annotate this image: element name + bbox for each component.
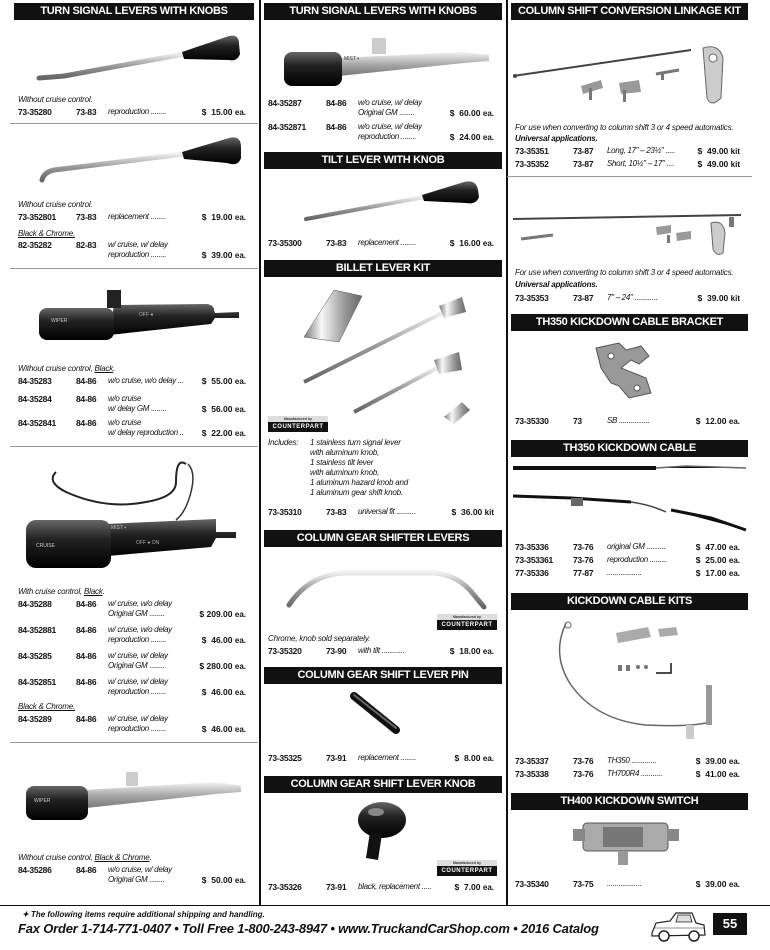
table-row: 73-35337 73-76 TH350 ............. $ 39.00 ea. xyxy=(515,756,740,766)
kickdown-switch-icon xyxy=(573,815,683,870)
note: Universal applications. xyxy=(515,134,598,143)
multifunction-switch-icon xyxy=(26,452,246,580)
note: Black & Chrome. xyxy=(18,702,76,711)
multifunction-switch-icon xyxy=(284,30,494,92)
table-row: 73-35320 73-90 with tilt ............ $ 18.00 ea. xyxy=(268,646,494,656)
note: Without cruise control. xyxy=(18,95,93,104)
shifter-lever-icon xyxy=(284,555,494,620)
svg-text:CRUISE: CRUISE xyxy=(36,543,55,549)
section-header: KICKDOWN CABLE KITS xyxy=(511,593,748,610)
svg-text:WIPER: WIPER xyxy=(51,318,68,324)
table-row: 84-35287 84-86 w/o cruise, w/ delay Original GM ........ $ 60.00 ea. xyxy=(268,98,494,118)
tilt-lever-icon xyxy=(304,175,494,225)
linkage-kit-icon xyxy=(511,205,748,257)
note: Black & Chrome. xyxy=(18,229,76,238)
kickdown-cable-kit-icon xyxy=(556,615,726,755)
table-row: 73-35280 73-83 reproduction ........ $ 15.00 ea. xyxy=(18,107,246,117)
note: Without cruise control, Black & Chrome. xyxy=(18,853,152,862)
table-row: 73-35353 73-87 7" – 24" ............ $ 39.00 kit xyxy=(515,293,740,303)
table-row: 73-35310 73-83 universal fit .......... $ 36.00 kit xyxy=(268,507,494,517)
section-header: TURN SIGNAL LEVERS WITH KNOBS xyxy=(264,3,502,20)
contact-line: Fax Order 1-714-771-0407 • Toll Free 1-800-243-8947 • www.TruckandCarShop.com • 2016 Catalog xyxy=(18,921,599,936)
multifunction-switch-icon xyxy=(26,760,246,830)
table-row: 82-35282 82-83 w/ cruise, w/ delay reproduction ........ $ 39.00 ea. xyxy=(18,240,246,260)
table-row: 73-35326 73-91 black, replacement ..... $ 7.00 ea. xyxy=(268,882,494,892)
table-row: 84-35289 84-86 w/ cruise, w/ delay reproduction ........ $ 46.00 ea. xyxy=(18,714,246,734)
section-header: COLUMN GEAR SHIFT LEVER KNOB xyxy=(264,776,502,793)
table-row: 84-35285 84-86 w/ cruise, w/ delay Original GM ........ $ 280.00 ea. xyxy=(18,651,246,671)
note: For use when converting to column shift 3 or 4 speed automatics. xyxy=(515,123,734,132)
section-header: TH350 KICKDOWN CABLE xyxy=(511,440,748,457)
svg-text:WIPER: WIPER xyxy=(34,798,51,804)
section-header: COLUMN GEAR SHIFT LEVER PIN xyxy=(264,667,502,684)
turn-signal-lever-icon xyxy=(34,130,249,195)
counterpart-logo: Manufactured by COUNTERPART xyxy=(437,620,497,630)
turn-signal-lever-icon xyxy=(34,26,249,91)
section-header: BILLET LEVER KIT xyxy=(264,260,502,277)
bracket-icon xyxy=(591,338,671,403)
table-row: 73-35351 73-87 Long, 17" – 23½" ..... $ 49.00 kit xyxy=(515,146,740,156)
svg-text:OFF ● ON: OFF ● ON xyxy=(136,540,160,546)
section-header: TILT LEVER WITH KNOB xyxy=(264,152,502,169)
table-row: 84-35284 84-86 w/o cruise w/ delay GM ........ $ 56.00 ea. xyxy=(18,394,246,414)
table-row: 84-35283 84-86 w/o cruise, w/o delay ... $ 55.00 ea. xyxy=(18,376,246,386)
table-row: 73-35300 73-83 replacement ........ $ 16.00 ea. xyxy=(268,238,494,248)
counterpart-logo: Manufactured by COUNTERPART xyxy=(437,866,497,876)
page-footer xyxy=(0,905,770,950)
svg-text:MIST ▪: MIST ▪ xyxy=(344,56,360,62)
lever-pin-icon xyxy=(344,690,414,740)
section-header: TURN SIGNAL LEVERS WITH KNOBS xyxy=(14,3,254,20)
table-row: 77-35336 77-87 .................. $ 17.00 ea. xyxy=(515,568,740,578)
table-row: 73-35340 73-75 .................. $ 39.00 ea. xyxy=(515,879,740,889)
table-row: 73-35330 73 SB ................ $ 12.00 ea. xyxy=(515,416,740,426)
note: Without cruise control, Black. xyxy=(18,364,116,373)
table-row: 73-35352 73-87 Short, 10½" – 17" .... $ 49.00 kit xyxy=(515,159,740,169)
section-header: COLUMN GEAR SHIFTER LEVERS xyxy=(264,530,502,547)
truck-logo-icon xyxy=(648,909,708,945)
table-row: 73-35336 73-76 original GM .......... $ 47.00 ea. xyxy=(515,542,740,552)
svg-text:OFF ●: OFF ● xyxy=(139,312,154,318)
table-row: 84-352871 84-86 w/o cruise, w/ delay reproduction ........ $ 24.00 ea. xyxy=(268,122,494,142)
note: Without cruise control. xyxy=(18,200,93,209)
note: Chrome, knob sold separately. xyxy=(268,634,371,643)
section-header: TH400 KICKDOWN SWITCH xyxy=(511,793,748,810)
svg-text:MIST ▪: MIST ▪ xyxy=(111,525,127,531)
linkage-kit-icon xyxy=(511,38,748,113)
table-row: 84-35288 84-86 w/ cruise, w/o delay Original GM ........ $ 209.00 ea. xyxy=(18,599,246,619)
table-row: 84-35286 84-86 w/o cruise, w/ delay Original GM ........ $ 50.00 ea. xyxy=(18,865,246,885)
billet-lever-kit-icon xyxy=(294,282,494,432)
table-row: 73-35338 73-76 TH700R4 ........... $ 41.00 ea. xyxy=(515,769,740,779)
note: With cruise control, Black. xyxy=(18,587,105,596)
section-header: COLUMN SHIFT CONVERSION LINKAGE KIT xyxy=(511,3,748,20)
table-row: 73-35325 73-91 replacement ........ $ 8.00 ea. xyxy=(268,753,494,763)
counterpart-logo: Manufactured by COUNTERPART xyxy=(268,422,328,432)
shipping-note: ✦ The following items require additional shipping and handling. xyxy=(22,910,265,919)
note: Universal applications. xyxy=(515,280,598,289)
page-number: 55 xyxy=(713,913,747,935)
shift-knob-icon xyxy=(344,800,414,865)
section-header: TH350 KICKDOWN CABLE BRACKET xyxy=(511,314,748,331)
multifunction-switch-icon xyxy=(39,280,239,348)
table-row: 84-352851 84-86 w/ cruise, w/ delay reproduction ........ $ 46.00 ea. xyxy=(18,677,246,697)
table-row: 84-352841 84-86 w/o cruise w/ delay reproduction .. $ 22.00 ea. xyxy=(18,418,246,438)
table-row: 73-353361 73-76 reproduction ......... $ 25.00 ea. xyxy=(515,555,740,565)
column-2 xyxy=(264,0,502,905)
table-row: 73-352801 73-83 replacement ........ $ 19.00 ea. xyxy=(18,212,246,222)
column-1 xyxy=(14,0,254,905)
kickdown-cable-icon xyxy=(511,460,748,535)
table-row: 84-352881 84-86 w/ cruise, w/o delay reproduction ........ $ 46.00 ea. xyxy=(18,625,246,645)
column-3 xyxy=(511,0,748,905)
note: For use when converting to column shift 3 or 4 speed automatics. xyxy=(515,268,734,277)
includes-list: Includes: 1 stainless turn signal lever with aluminum knob, 1 stainless tilt lever with aluminum knob, 1 aluminum hazard knob and 1 aluminum gear shift knob. xyxy=(268,438,408,497)
